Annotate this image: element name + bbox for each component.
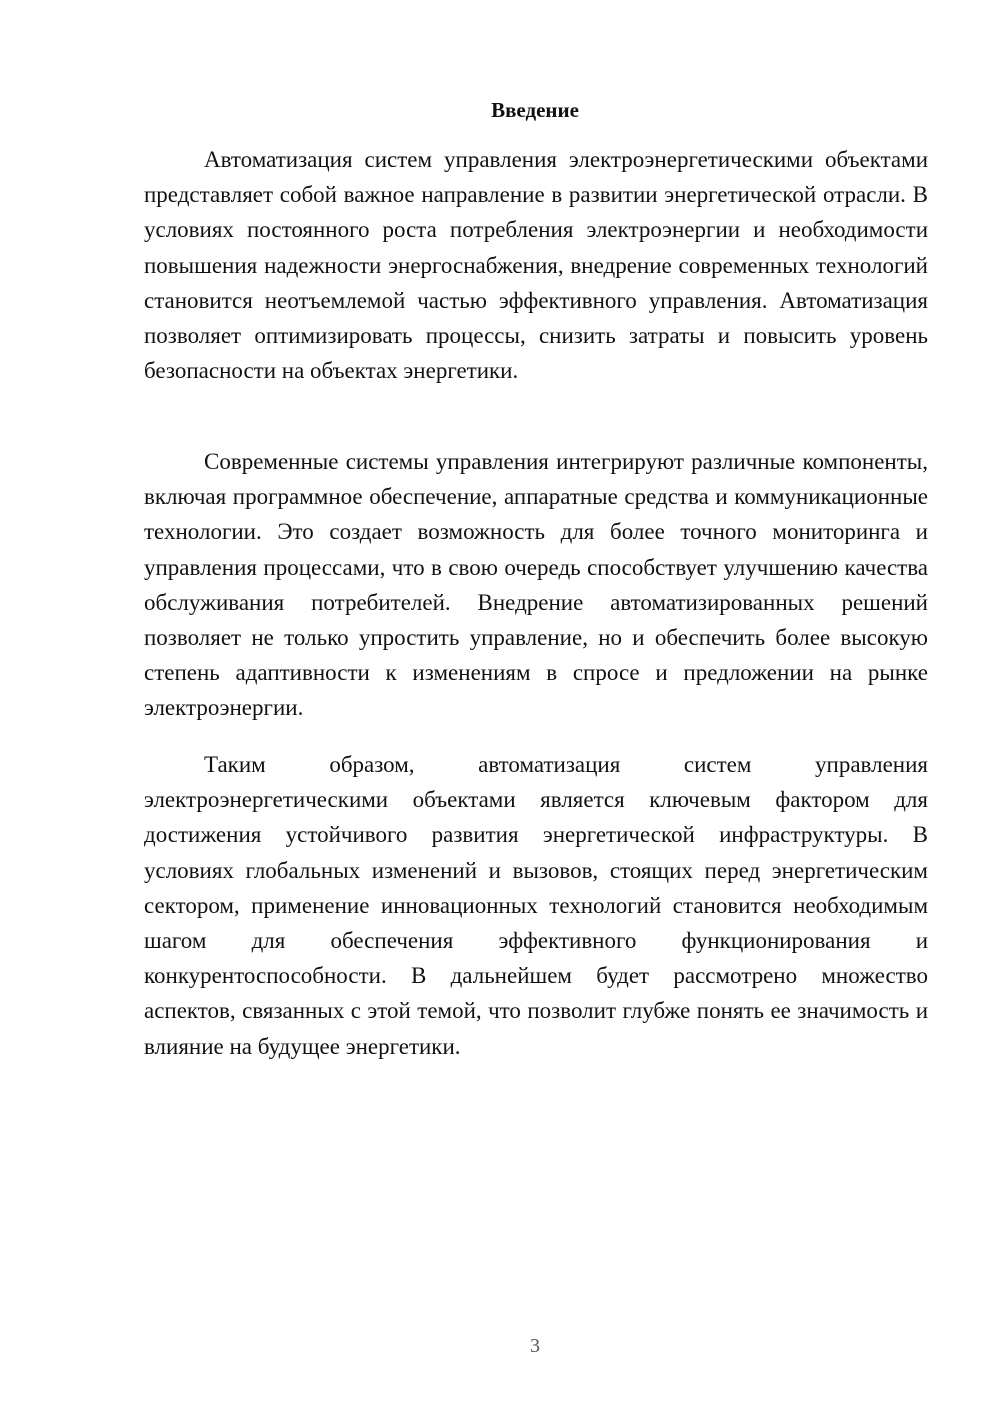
- paragraph-1: Автоматизация систем управления электроэнергетическими объектами представляет собой важное направление в развитии энергетической отрасли. В условиях постоянного роста потребления электроэнергии и необходимости повышения надежности энергоснабжения, внедрение современных технологий становится неотъемлемой частью эффективного управления. Автоматизация позволяет оптимизировать процессы, снизить затраты и повысить уровень безопасности на объектах энергетики.: [144, 147, 928, 384]
- paragraph-2: Современные системы управления интегрируют различные компоненты, включая программное обеспечение, аппаратные средства и коммуникационные технологии. Это создает возможность для более точного мониторинга и управления процессами, что в свою очередь способствует улучшению качества обслуживания потребителей. Внедрение автоматизированных решений позволяет не только упростить управление, но и обеспечить более высокую степень адаптивности к изменениям в спросе и предложении на рынке электроэнергии.: [144, 449, 928, 721]
- page-number: 3: [530, 1335, 540, 1357]
- section-title: Введение: [491, 98, 579, 122]
- paragraph-3: Таким образом, автоматизация систем управления электроэнергетическими объектами является ключевым фактором для достижения устойчивого развития энергетической инфраструктуры. В условиях глобальных изменений и вызовов, стоящих перед энергетическим сектором, применение инновационных технологий становится необходимым шагом для обеспечения эффективного функционирования и конкурентоспособности. В дальнейшем будет рассмотрено множество аспектов, связанных с этой темой, что позволит глубже понять ее значимость и влияние на будущее энергетики.: [144, 752, 928, 1059]
